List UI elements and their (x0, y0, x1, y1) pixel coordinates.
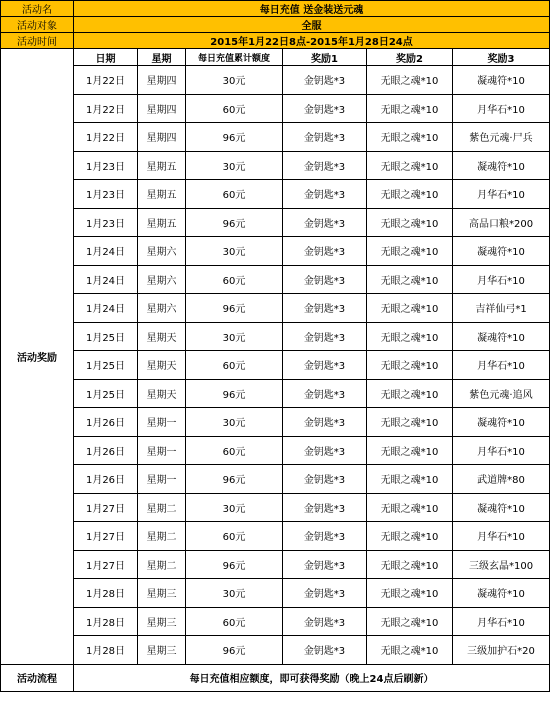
reward3-cell: 月华石*10 (453, 351, 550, 380)
table-row (1, 265, 550, 294)
event-name-label: 活动名 (1, 1, 74, 17)
reward3-cell: 吉祥仙弓*1 (453, 294, 550, 323)
weekday-cell: 星期二 (138, 493, 186, 522)
date-cell: 1月26日 (74, 408, 138, 437)
table-row (1, 237, 550, 266)
reward2-cell: 无眼之魂*10 (367, 208, 453, 237)
weekday-cell: 星期一 (138, 408, 186, 437)
date-cell: 1月23日 (74, 180, 138, 209)
table-row (1, 436, 550, 465)
date-cell: 1月23日 (74, 208, 138, 237)
reward1-cell: 金钥匙*3 (283, 123, 367, 152)
reward1-cell: 金钥匙*3 (283, 208, 367, 237)
weekday-cell: 星期天 (138, 322, 186, 351)
amount-cell: 96元 (186, 379, 283, 408)
amount-cell: 30元 (186, 408, 283, 437)
reward2-cell: 无眼之魂*10 (367, 294, 453, 323)
reward2-cell: 无眼之魂*10 (367, 66, 453, 95)
weekday-cell: 星期五 (138, 208, 186, 237)
table-row (1, 151, 550, 180)
column-header-weekday: 星期 (138, 49, 186, 66)
reward1-cell: 金钥匙*3 (283, 636, 367, 665)
reward2-cell: 无眼之魂*10 (367, 379, 453, 408)
event-target-value: 全服 (74, 17, 550, 33)
table-row (1, 607, 550, 636)
weekday-cell: 星期天 (138, 379, 186, 408)
event-time-value: 2015年1月22日8点-2015年1月28日24点 (74, 33, 550, 49)
reward2-cell: 无眼之魂*10 (367, 550, 453, 579)
date-cell: 1月22日 (74, 94, 138, 123)
amount-cell: 96元 (186, 636, 283, 665)
reward3-cell: 月华石*10 (453, 436, 550, 465)
weekday-cell: 星期六 (138, 237, 186, 266)
reward2-cell: 无眼之魂*10 (367, 237, 453, 266)
table-row (1, 408, 550, 437)
weekday-cell: 星期三 (138, 607, 186, 636)
reward3-cell: 紫色元魂·追风 (453, 379, 550, 408)
amount-cell: 60元 (186, 607, 283, 636)
reward1-cell: 金钥匙*3 (283, 493, 367, 522)
weekday-cell: 星期天 (138, 351, 186, 380)
reward2-cell: 无眼之魂*10 (367, 579, 453, 608)
event-target-label: 活动对象 (1, 17, 74, 33)
reward3-cell: 武道牌*80 (453, 465, 550, 494)
reward1-cell: 金钥匙*3 (283, 151, 367, 180)
reward1-cell: 金钥匙*3 (283, 322, 367, 351)
date-cell: 1月25日 (74, 379, 138, 408)
column-header-row (1, 49, 550, 66)
weekday-cell: 星期四 (138, 66, 186, 95)
reward2-cell: 无眼之魂*10 (367, 436, 453, 465)
date-cell: 1月27日 (74, 550, 138, 579)
amount-cell: 30元 (186, 493, 283, 522)
reward1-cell: 金钥匙*3 (283, 379, 367, 408)
flow-label: 活动流程 (1, 664, 74, 691)
table-row (1, 322, 550, 351)
reward3-cell: 凝魂符*10 (453, 322, 550, 351)
reward3-cell: 月华石*10 (453, 180, 550, 209)
reward2-cell: 无眼之魂*10 (367, 180, 453, 209)
table-row (1, 123, 550, 152)
table-row (1, 94, 550, 123)
reward1-cell: 金钥匙*3 (283, 265, 367, 294)
amount-cell: 96元 (186, 465, 283, 494)
reward3-cell: 凝魂符*10 (453, 579, 550, 608)
flow-row (1, 664, 550, 691)
reward3-cell: 凝魂符*10 (453, 408, 550, 437)
date-cell: 1月28日 (74, 579, 138, 608)
date-cell: 1月22日 (74, 66, 138, 95)
reward1-cell: 金钥匙*3 (283, 436, 367, 465)
amount-cell: 30元 (186, 322, 283, 351)
date-cell: 1月25日 (74, 322, 138, 351)
reward3-cell: 凝魂符*10 (453, 66, 550, 95)
reward1-cell: 金钥匙*3 (283, 607, 367, 636)
amount-cell: 96元 (186, 208, 283, 237)
table-row (1, 579, 550, 608)
amount-cell: 30元 (186, 151, 283, 180)
date-cell: 1月25日 (74, 351, 138, 380)
date-cell: 1月28日 (74, 607, 138, 636)
reward3-cell: 月华石*10 (453, 94, 550, 123)
reward1-cell: 金钥匙*3 (283, 294, 367, 323)
amount-cell: 60元 (186, 94, 283, 123)
reward2-cell: 无眼之魂*10 (367, 322, 453, 351)
amount-cell: 96元 (186, 294, 283, 323)
amount-cell: 60元 (186, 180, 283, 209)
amount-cell: 30元 (186, 237, 283, 266)
rewards-label: 活动奖励 (1, 49, 74, 665)
reward2-cell: 无眼之魂*10 (367, 465, 453, 494)
reward1-cell: 金钥匙*3 (283, 94, 367, 123)
table-row (1, 294, 550, 323)
reward1-cell: 金钥匙*3 (283, 237, 367, 266)
flow-value: 每日充值相应额度，即可获得奖励（晚上24点后刷新） (74, 664, 550, 691)
column-header-reward3: 奖励3 (453, 49, 550, 66)
date-cell: 1月26日 (74, 465, 138, 494)
reward3-cell: 月华石*10 (453, 265, 550, 294)
reward3-cell: 三级玄晶*100 (453, 550, 550, 579)
amount-cell: 96元 (186, 550, 283, 579)
weekday-cell: 星期四 (138, 123, 186, 152)
weekday-cell: 星期六 (138, 265, 186, 294)
amount-cell: 30元 (186, 66, 283, 95)
reward2-cell: 无眼之魂*10 (367, 123, 453, 152)
date-cell: 1月27日 (74, 493, 138, 522)
reward3-cell: 凝魂符*10 (453, 151, 550, 180)
reward3-cell: 月华石*10 (453, 607, 550, 636)
table-row (1, 493, 550, 522)
reward1-cell: 金钥匙*3 (283, 579, 367, 608)
reward2-cell: 无眼之魂*10 (367, 493, 453, 522)
amount-cell: 60元 (186, 265, 283, 294)
weekday-cell: 星期三 (138, 579, 186, 608)
date-cell: 1月28日 (74, 636, 138, 665)
reward3-cell: 凝魂符*10 (453, 237, 550, 266)
reward1-cell: 金钥匙*3 (283, 550, 367, 579)
reward1-cell: 金钥匙*3 (283, 351, 367, 380)
reward2-cell: 无眼之魂*10 (367, 265, 453, 294)
reward3-cell: 凝魂符*10 (453, 493, 550, 522)
reward2-cell: 无眼之魂*10 (367, 607, 453, 636)
reward3-cell: 紫色元魂·尸兵 (453, 123, 550, 152)
amount-cell: 30元 (186, 579, 283, 608)
reward2-cell: 无眼之魂*10 (367, 408, 453, 437)
reward1-cell: 金钥匙*3 (283, 465, 367, 494)
event-time-label: 活动时间 (1, 33, 74, 49)
column-header-amount: 每日充值累计额度 (186, 49, 283, 66)
reward3-cell: 高品口粮*200 (453, 208, 550, 237)
amount-cell: 60元 (186, 351, 283, 380)
table-row (1, 522, 550, 551)
reward3-cell: 三级加护石*20 (453, 636, 550, 665)
weekday-cell: 星期三 (138, 636, 186, 665)
amount-cell: 60元 (186, 522, 283, 551)
reward2-cell: 无眼之魂*10 (367, 522, 453, 551)
amount-cell: 96元 (186, 123, 283, 152)
date-cell: 1月24日 (74, 237, 138, 266)
reward2-cell: 无眼之魂*10 (367, 636, 453, 665)
weekday-cell: 星期二 (138, 550, 186, 579)
date-cell: 1月24日 (74, 265, 138, 294)
weekday-cell: 星期二 (138, 522, 186, 551)
table-row (1, 66, 550, 95)
reward1-cell: 金钥匙*3 (283, 408, 367, 437)
weekday-cell: 星期一 (138, 436, 186, 465)
weekday-cell: 星期五 (138, 151, 186, 180)
date-cell: 1月23日 (74, 151, 138, 180)
reward1-cell: 金钥匙*3 (283, 66, 367, 95)
table-row (1, 550, 550, 579)
amount-cell: 60元 (186, 436, 283, 465)
weekday-cell: 星期一 (138, 465, 186, 494)
table-row (1, 465, 550, 494)
reward2-cell: 无眼之魂*10 (367, 151, 453, 180)
reward1-cell: 金钥匙*3 (283, 522, 367, 551)
table-row (1, 180, 550, 209)
table-row (1, 379, 550, 408)
table-row (1, 208, 550, 237)
table-row (1, 636, 550, 665)
weekday-cell: 星期五 (138, 180, 186, 209)
weekday-cell: 星期四 (138, 94, 186, 123)
event-name-value: 每日充值 送金装送元魂 (74, 1, 550, 17)
reward2-cell: 无眼之魂*10 (367, 94, 453, 123)
date-cell: 1月26日 (74, 436, 138, 465)
weekday-cell: 星期六 (138, 294, 186, 323)
column-header-reward2: 奖励2 (367, 49, 453, 66)
reward3-cell: 月华石*10 (453, 522, 550, 551)
date-cell: 1月24日 (74, 294, 138, 323)
column-header-date: 日期 (74, 49, 138, 66)
reward2-cell: 无眼之魂*10 (367, 351, 453, 380)
column-header-reward1: 奖励1 (283, 49, 367, 66)
reward1-cell: 金钥匙*3 (283, 180, 367, 209)
date-cell: 1月22日 (74, 123, 138, 152)
date-cell: 1月27日 (74, 522, 138, 551)
table-row (1, 351, 550, 380)
